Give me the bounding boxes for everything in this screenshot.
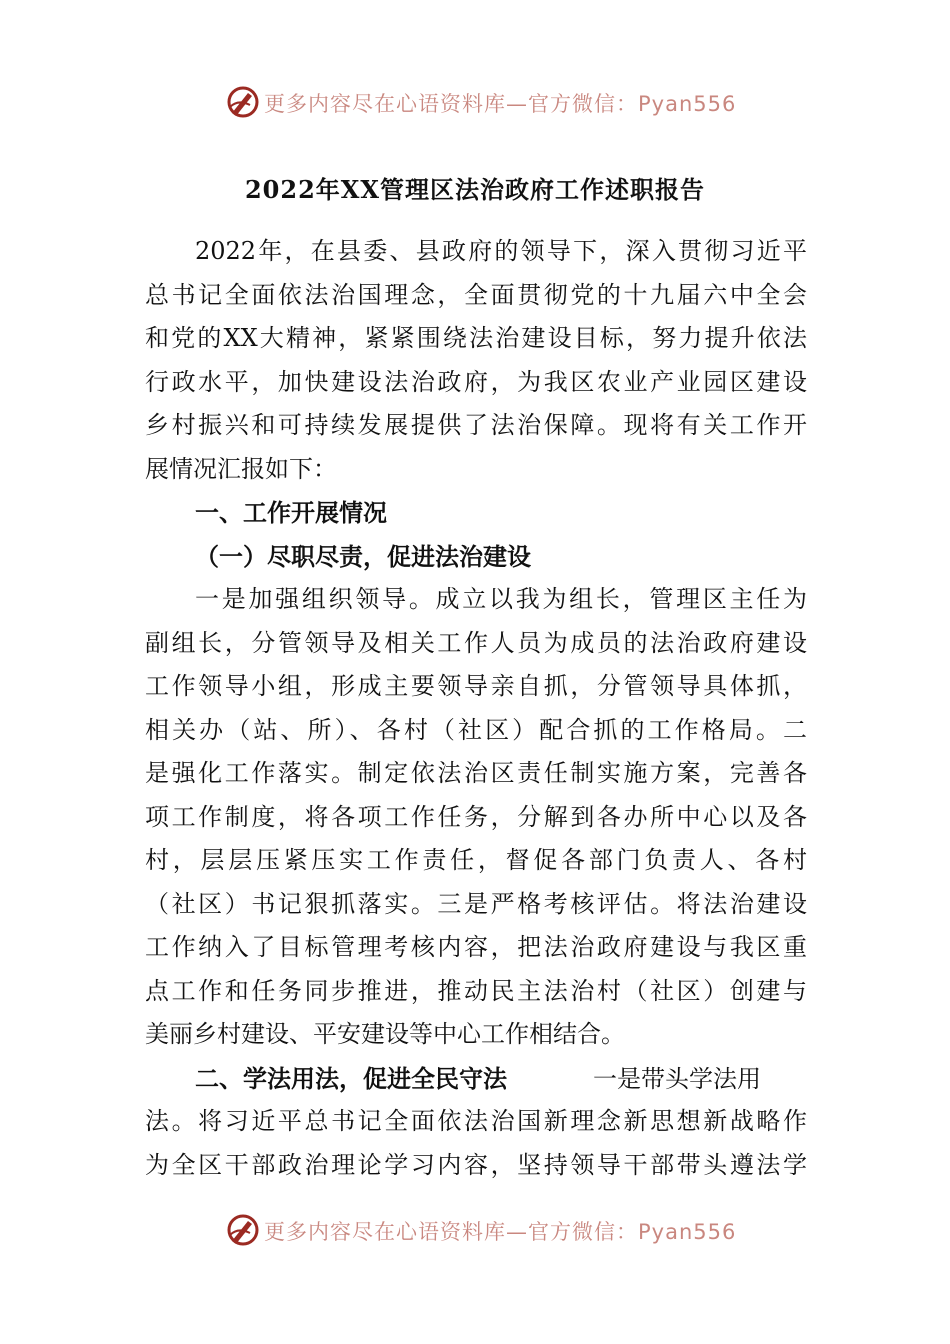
paragraph-text: 一是带头学法用 (593, 1064, 761, 1093)
paragraph-line: 美丽乡村建设、平安建设等中心工作相结合。 (145, 1020, 625, 1048)
paragraph-line: 副组长，分管领导及相关工作人员为成员的法治政府建设 (145, 628, 807, 657)
paragraph-line: 是强化工作落实。制定依法治区责任制实施方案，完善各 (145, 759, 807, 787)
section-heading: 二、学法用法，促进全民守法 (195, 1063, 507, 1093)
paragraph-line: 点工作和任务同步推进，推动民主法治村（社区）创建与 (145, 976, 807, 1005)
paragraph-line: 村，层层压紧压实工作责任，督促各部门负责人、各村 (145, 846, 807, 874)
document-body (145, 230, 807, 1187)
section-heading-line (145, 1057, 807, 1101)
paragraph-line: 行政水平，加快建设法治政府，为我区农业产业园区建设 (145, 367, 807, 396)
document-title: 2022年XX管理区法治政府工作述职报告 (244, 175, 706, 204)
paragraph-line: 工作纳入了目标管理考核内容，把法治政府建设与我区重 (145, 933, 807, 961)
paragraph-line: 总书记全面依法治国理念，全面贯彻党的十九届六中全会 (145, 280, 807, 309)
paragraph-line: 工作领导小组，形成主要领导亲自抓，分管领导具体抓， (145, 672, 807, 700)
paragraph-line: 为全区干部政治理论学习内容，坚持领导干部带头遵法学 (145, 1150, 807, 1179)
paragraph-line: 一是加强组织领导。成立以我为组长，管理区主任为 (195, 585, 807, 613)
section-heading: 一、工作开展情况 (195, 498, 387, 527)
pen-circle-logo-icon (226, 1213, 260, 1247)
footer-watermark-banner (0, 1210, 950, 1250)
pen-circle-logo-icon (226, 85, 260, 119)
paragraph-line: 法。将习近平总书记全面依法治国新理念新思想新战略作 (145, 1107, 807, 1135)
watermark-text: 更多内容尽在心语资料库—官方微信：Pyan556 (264, 92, 737, 116)
paragraph-line: 和党的XX大精神，紧紧围绕法治建设目标，努力提升依法 (145, 324, 807, 352)
paragraph-line: 项工作制度，将各项工作任务，分解到各办所中心以及各 (145, 802, 807, 831)
paragraph-line: 展情况汇报如下： (145, 454, 337, 483)
paragraph-line: 2022年，在县委、县政府的领导下，深入贯彻习近平 (195, 237, 807, 265)
paragraph-line: 乡村振兴和可持续发展提供了法治保障。现将有关工作开 (145, 411, 807, 439)
watermark-text: 更多内容尽在心语资料库—官方微信：Pyan556 (264, 1220, 737, 1244)
paragraph-line: 相关办（站、所）、各村（社区）配合抓的工作格局。二 (145, 715, 807, 744)
header-watermark-banner (0, 82, 950, 122)
paragraph-line: （社区）书记狠抓落实。三是严格考核评估。将法治建设 (145, 889, 807, 918)
subsection-heading: （一）尽职尽责，促进法治建设 (195, 541, 531, 571)
